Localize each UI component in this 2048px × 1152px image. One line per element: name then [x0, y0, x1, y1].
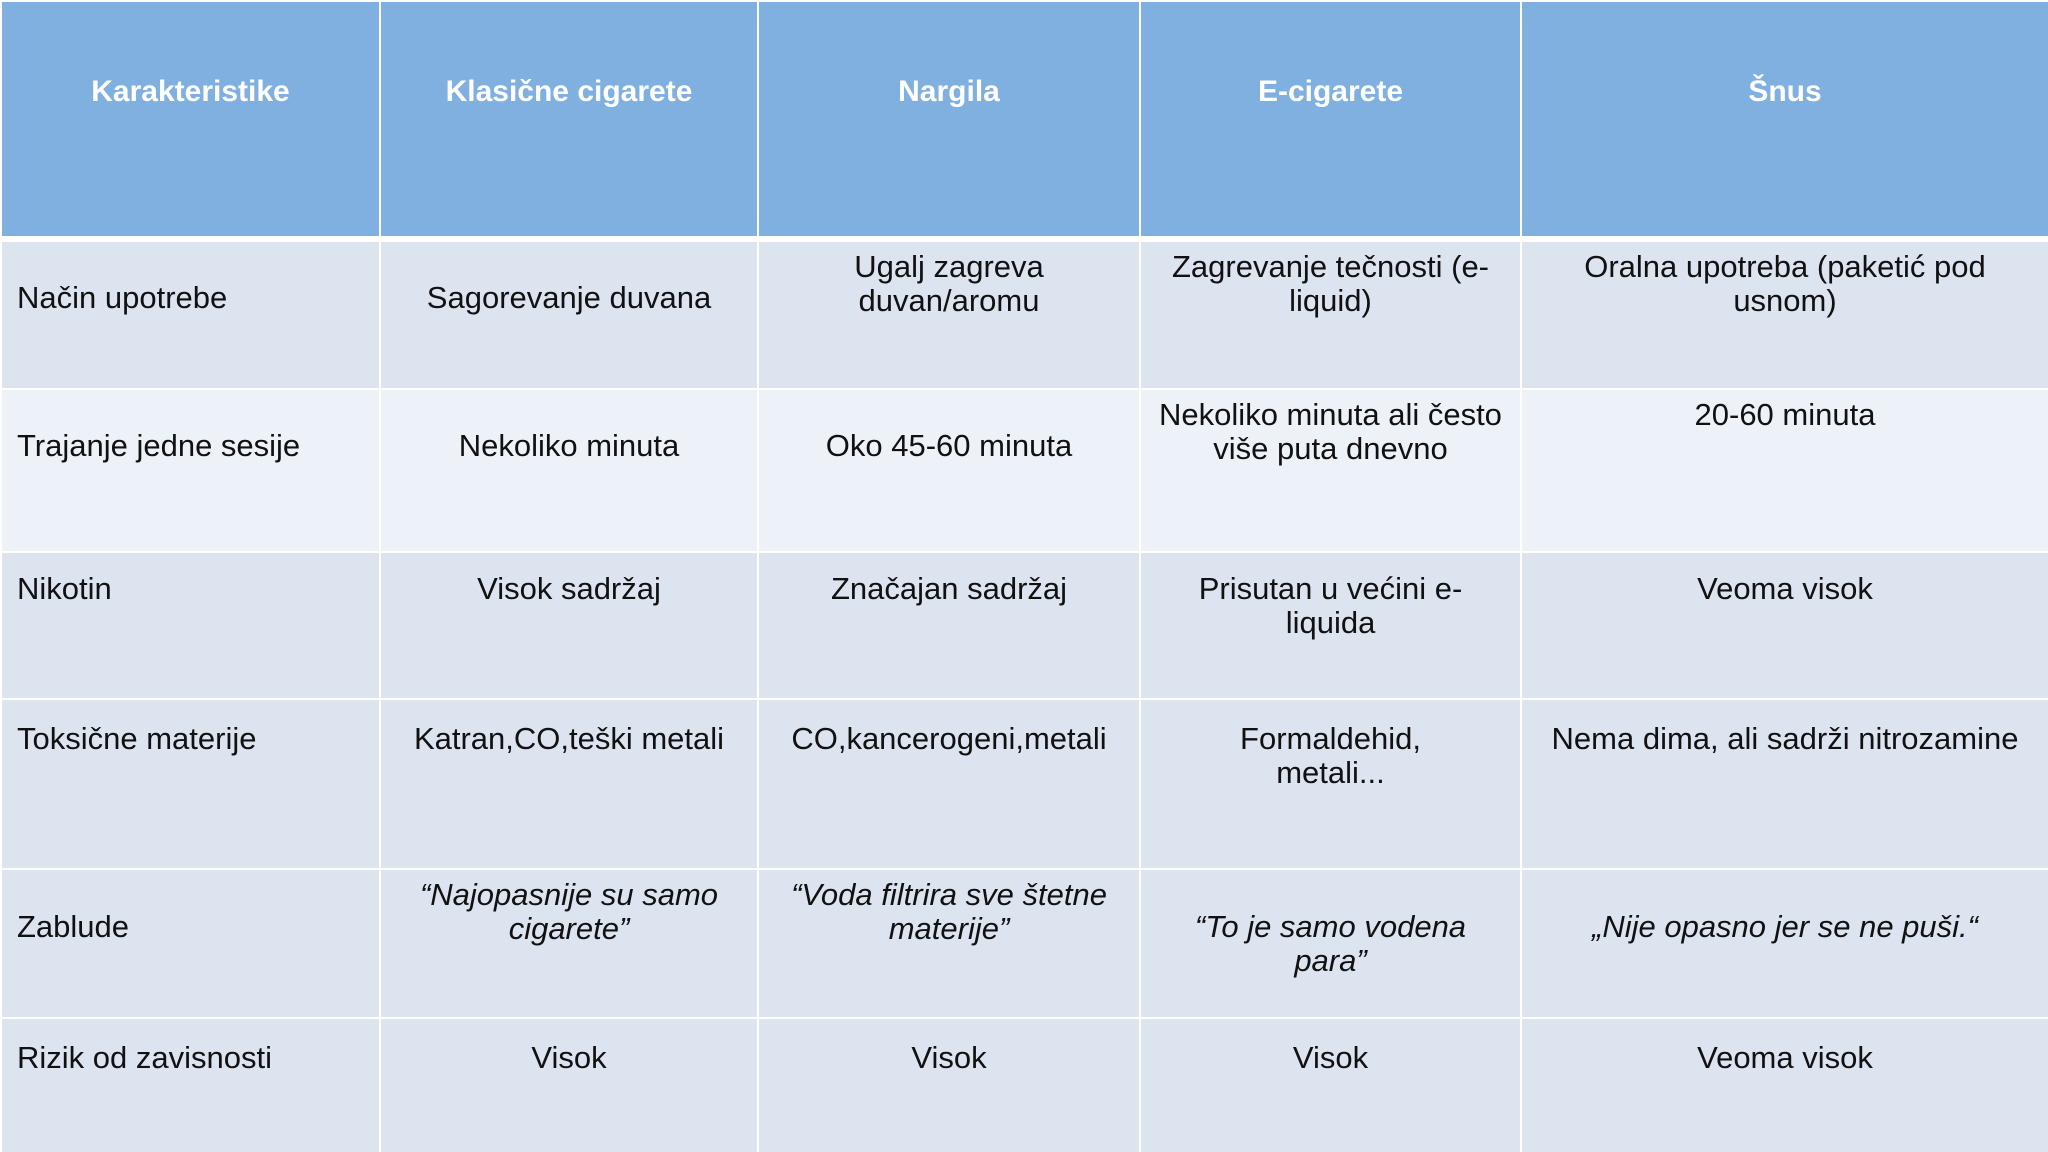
table-cell: Katran,CO,teški metali	[380, 699, 758, 869]
header-cell-e-cigarettes: E-cigarete	[1140, 1, 1521, 239]
table-cell: Veoma visok	[1521, 552, 2048, 699]
row-label: Trajanje jedne sesije	[1, 389, 380, 552]
table-cell: Nekoliko minuta	[380, 389, 758, 552]
table-cell: Oko 45-60 minuta	[758, 389, 1140, 552]
header-cell-characteristics: Karakteristike	[1, 1, 380, 239]
table-header	[1, 1, 2048, 239]
table-cell: Oralna upotreba (paketić pod usnom)	[1521, 239, 2048, 389]
table-cell: Značajan sadržaj	[758, 552, 1140, 699]
table-body	[1, 239, 2048, 1152]
table-row	[1, 869, 2048, 1018]
table-cell: Sagorevanje duvana	[380, 239, 758, 389]
table-cell: “To je samo vodena para”	[1140, 869, 1521, 1018]
row-label: Zablude	[1, 869, 380, 1018]
row-label: Način upotrebe	[1, 239, 380, 389]
table-cell: Nekoliko minuta ali često više puta dnevno	[1140, 389, 1521, 552]
table-cell: Nema dima, ali sadrži nitrozamine	[1521, 699, 2048, 869]
table-cell: Ugalj zagreva duvan/aromu	[758, 239, 1140, 389]
table-cell	[1521, 389, 2048, 552]
header-cell-classic-cigarettes: Klasične cigarete	[380, 1, 758, 239]
table-cell: Veoma visok	[1521, 1018, 2048, 1152]
table-cell: Prisutan u većini e-liquida	[1140, 552, 1521, 699]
table-cell: Visok sadržaj	[380, 552, 758, 699]
table-cell: Formaldehid, metali...	[1140, 699, 1521, 869]
header-cell-snus: Šnus	[1521, 1, 2048, 239]
table-row	[1, 699, 2048, 869]
row-label: Toksične materije	[1, 699, 380, 869]
row-label: Rizik od zavisnosti	[1, 1018, 380, 1152]
table-cell: Visok	[758, 1018, 1140, 1152]
table-cell: “Najopasnije su samo cigarete”	[380, 869, 758, 1018]
header-row	[1, 1, 2048, 239]
row-label: Nikotin	[1, 552, 380, 699]
table-cell: Visok	[380, 1018, 758, 1152]
table-row	[1, 389, 2048, 552]
table-cell: „Nije opasno jer se ne puši.“	[1521, 869, 2048, 1018]
cell-text: Zagrevanje tečnosti (e-liquid)	[1171, 249, 1490, 318]
table-cell: “Voda filtrira sve štetne materije”	[758, 869, 1140, 1018]
table-row	[1, 552, 2048, 699]
table-cell	[1140, 239, 1521, 389]
cell-text: 20-60 minuta	[1694, 397, 1876, 432]
header-cell-hookah: Nargila	[758, 1, 1140, 239]
table-row	[1, 1018, 2048, 1152]
table-cell: CO,kancerogeni,metali	[758, 699, 1140, 869]
table-cell: Visok	[1140, 1018, 1521, 1152]
table-row	[1, 239, 2048, 389]
